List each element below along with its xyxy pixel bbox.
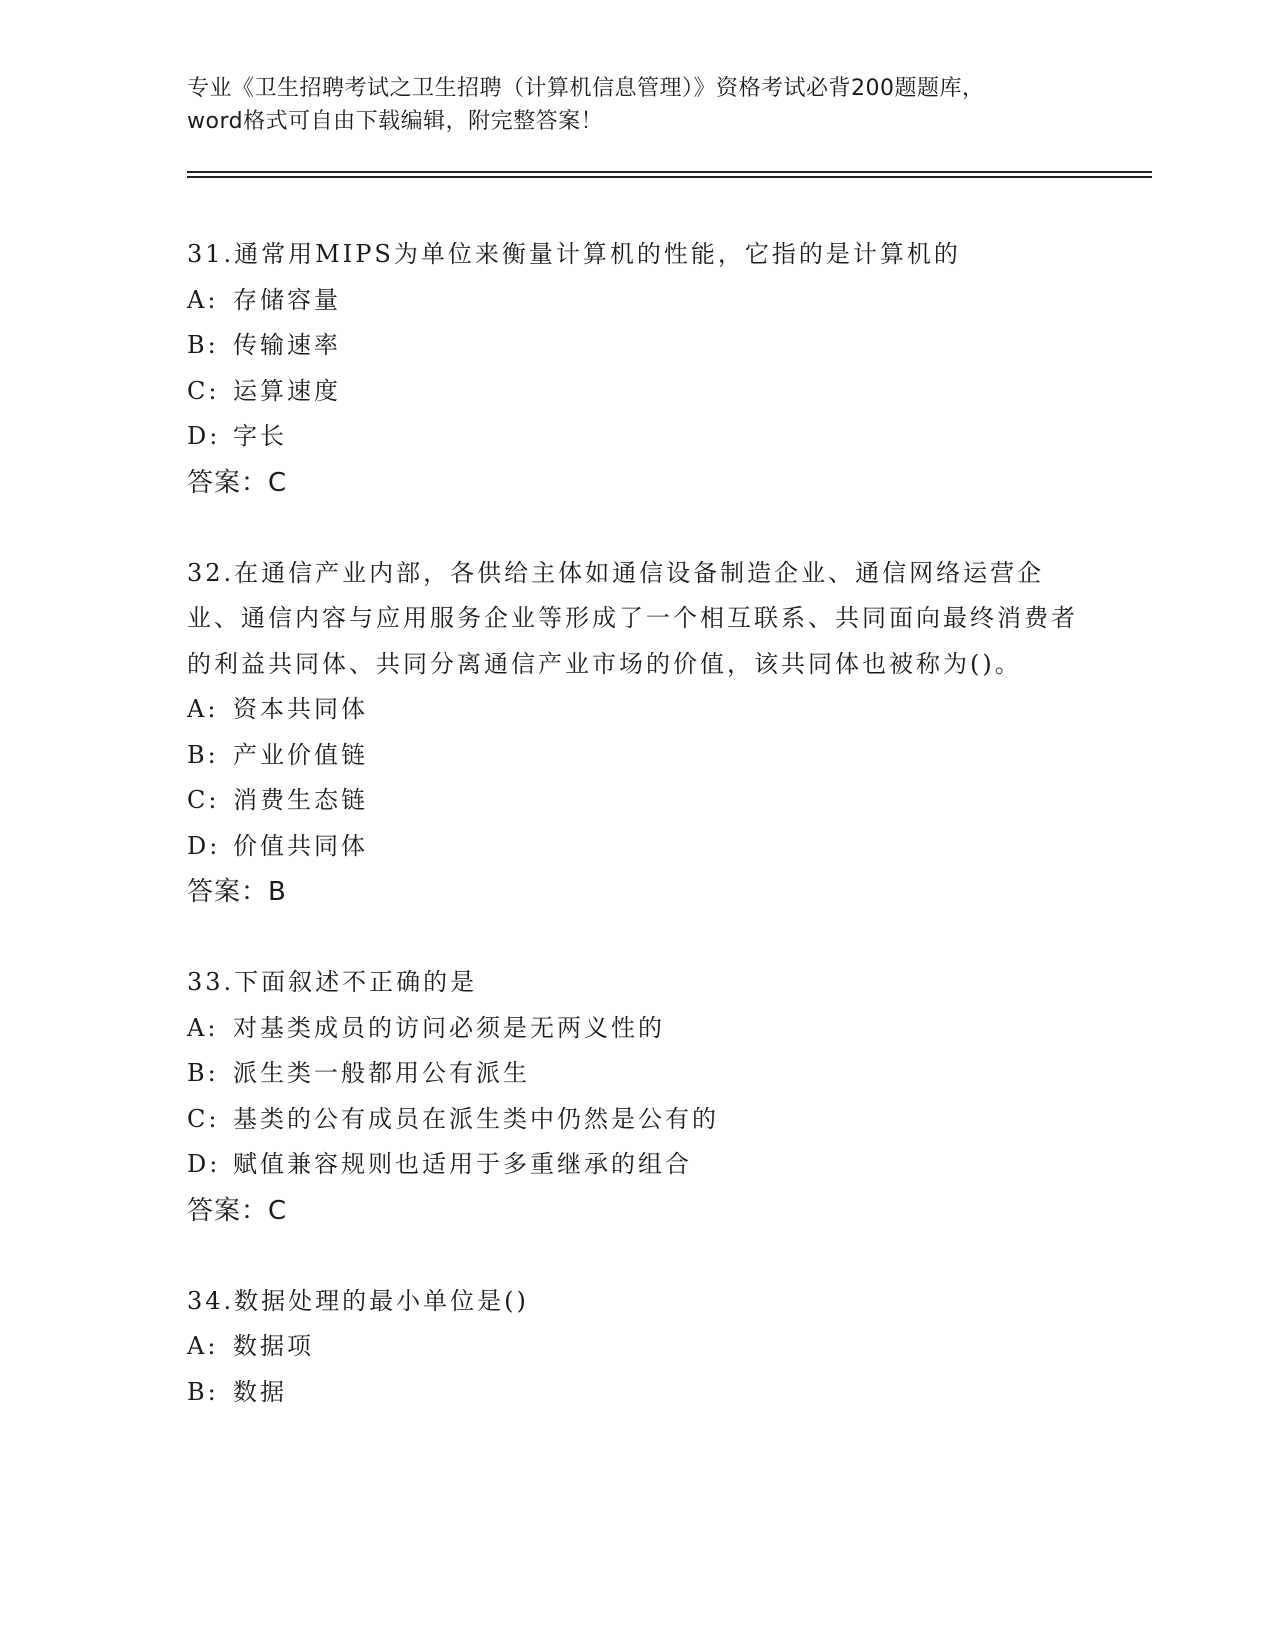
option-text: 资本共同体: [233, 695, 368, 723]
question-number: 33.: [187, 968, 235, 996]
option-b: [187, 1051, 1087, 1097]
question-text: 数据处理的最小单位是(): [234, 1286, 529, 1315]
option-letter: A:: [187, 695, 219, 723]
header-title-line-2: word格式可自由下载编辑，附完整答案！: [187, 109, 604, 134]
option-letter: D:: [187, 422, 221, 450]
question-number: 32.: [187, 558, 235, 587]
option-letter: A:: [187, 1332, 219, 1360]
answer-line: 答案：B: [187, 877, 287, 907]
option-b: [187, 323, 1087, 369]
option-letter: A:: [187, 285, 219, 314]
option-a: [187, 687, 1087, 733]
question-number: 34.: [187, 1286, 235, 1315]
question-list: [187, 232, 1087, 1460]
question-33: [187, 960, 1087, 1234]
option-letter: C:: [187, 1104, 220, 1133]
option-text: 传输速率: [233, 331, 341, 359]
question-stem: [187, 232, 1087, 278]
answer-line: 答案：C: [187, 1195, 288, 1226]
question-text: 在通信产业内部，各供给主体如通信设备制造企业、通信网络运营企业、通信内容与应用服务企业等形成了一个相互联系、共同面向最终消费者的利益共同体、共同分离通信产业市场的价值，该共同体也被称为()。: [187, 558, 1078, 678]
question-stem: [187, 551, 1087, 688]
option-a: [187, 1324, 1087, 1370]
option-letter: C:: [187, 786, 220, 814]
question-text: 通常用MIPS为单位来衡量计算机的性能，它指的是计算机的: [234, 240, 961, 268]
option-letter: B:: [187, 331, 219, 359]
option-text: 运算速度: [233, 376, 341, 405]
question-stem: [187, 960, 1087, 1006]
option-letter: D:: [187, 831, 221, 860]
option-letter: A:: [187, 1013, 219, 1042]
option-c: [187, 369, 1087, 415]
option-text: 派生类一般都用公有派生: [233, 1059, 530, 1087]
option-letter: D:: [187, 1150, 221, 1178]
option-text: 存储容量: [233, 285, 341, 314]
option-text: 消费生态链: [233, 786, 368, 814]
option-c: [187, 778, 1087, 824]
option-c: [187, 1097, 1087, 1143]
option-text: 对基类成员的访问必须是无两义性的: [233, 1013, 665, 1042]
option-b: [187, 1370, 1087, 1416]
option-d: [187, 824, 1087, 870]
option-letter: C:: [187, 376, 220, 405]
question-text: 下面叙述不正确的是: [234, 968, 478, 996]
document-header: [187, 72, 1087, 138]
header-divider-line-2: [187, 176, 1152, 178]
question-stem: [187, 1279, 1087, 1325]
option-text: 产业价值链: [233, 740, 368, 769]
option-text: 字长: [233, 422, 287, 450]
option-text: 数据项: [233, 1332, 314, 1360]
option-a: [187, 278, 1087, 324]
header-title-line-1: 专业《卫生招聘考试之卫生招聘（计算机信息管理）》资格考试必背200题题库，: [187, 76, 985, 101]
option-letter: B:: [187, 740, 219, 769]
option-d: [187, 1142, 1087, 1188]
option-d: [187, 414, 1087, 460]
option-letter: B:: [187, 1377, 219, 1406]
question-34: [187, 1279, 1087, 1416]
option-text: 赋值兼容规则也适用于多重继承的组合: [233, 1150, 692, 1178]
option-text: 基类的公有成员在派生类中仍然是公有的: [233, 1104, 719, 1133]
question-31: [187, 232, 1087, 506]
answer-line: 答案：C: [187, 467, 288, 498]
option-letter: B:: [187, 1059, 219, 1087]
option-a: [187, 1006, 1087, 1052]
question-32: [187, 551, 1087, 916]
option-b: [187, 733, 1087, 779]
option-text: 数据: [233, 1377, 287, 1406]
header-divider-line-1: [187, 171, 1152, 173]
option-text: 价值共同体: [233, 831, 368, 860]
question-number: 31.: [187, 240, 235, 268]
